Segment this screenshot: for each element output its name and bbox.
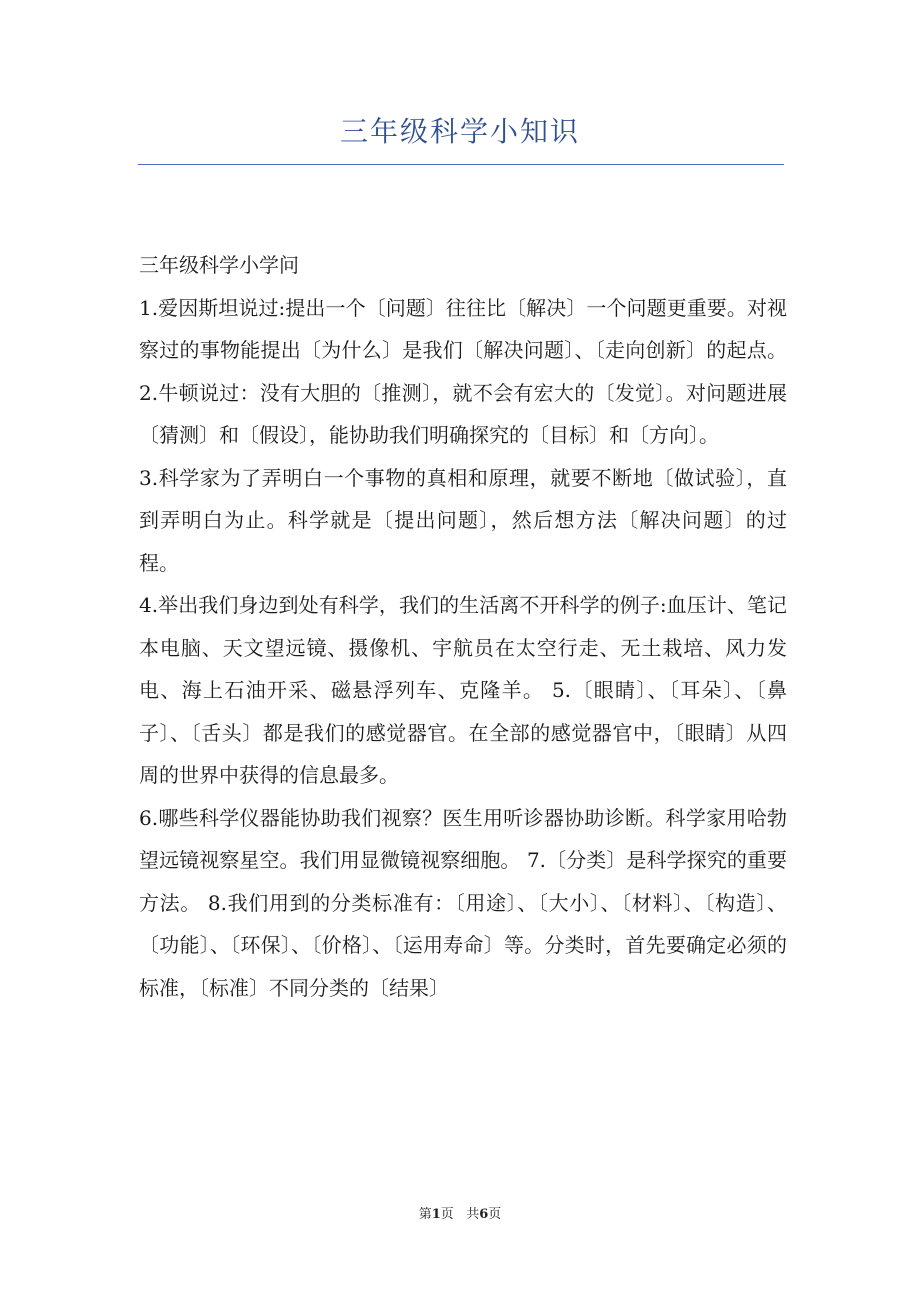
footer-total-prefix: 共 — [466, 1207, 480, 1222]
document-title: 三年级科学小知识 — [339, 115, 580, 148]
paragraph-2: 3.科学家为了弄明白一个事物的真相和原理，就要不断地〔做试验〕，直到弄明白为止。科学就是〔提出问题〕，然后想方法〔解决问题〕的过程。 — [139, 465, 787, 575]
page-footer — [0, 1206, 920, 1224]
paragraph-4: 6.哪些科学仪器能协助我们视察？医生用听诊器协助诊断。科学家用哈勃望远镜视察星空。我们用显微镜视察细胞。 7.〔分类〕是科学探究的重要方法。 8.我们用到的分类标准有：〔用途〕、〔大小〕、〔材料〕、〔构造〕、〔功能〕、〔环保〕、〔价格〕、〔运用寿命〕等。分类时，首先要确定必须的标准，〔标准〕不同分类的〔结果〕 — [139, 805, 787, 1000]
paragraph-1: 1.爱因斯坦说过:提出一个〔问题〕往往比〔解决〕一个问题更重要。对视察过的事物能提出〔为什么〕是我们〔解决问题〕、〔走向创新〕的起点。 2.牛顿说过：没有大胆的〔推测〕，就不会有宏大的〔发觉〕。对问题进展〔猜测〕和〔假设〕，能协助我们明确探究的〔目标〕和〔方向〕。 — [139, 295, 787, 447]
title-divider — [138, 164, 784, 165]
footer-page-number: 1 — [431, 1207, 441, 1222]
footer-page-suffix: 页 — [440, 1207, 454, 1222]
paragraph-3: 4.举出我们身边到处有科学，我们的生活离不开科学的例子:血压计、笔记本电脑、天文望远镜、摄像机、宇航员在太空行走、无土栽培、风力发电、海上石油开采、磁悬浮列车、克隆羊。 5.〔眼睛〕、〔耳朵〕、〔鼻子〕、〔舌头〕都是我们的感觉器官。在全部的感觉器官中，〔眼睛〕从四周的世界中获得的信息最多。 — [139, 593, 787, 787]
document-body — [139, 244, 787, 1009]
footer-prefix: 第 — [418, 1207, 432, 1222]
footer-total-pages: 6 — [479, 1207, 489, 1222]
paragraph-heading: 三年级科学小学问 — [139, 253, 299, 277]
footer-total-suffix: 页 — [488, 1207, 502, 1222]
